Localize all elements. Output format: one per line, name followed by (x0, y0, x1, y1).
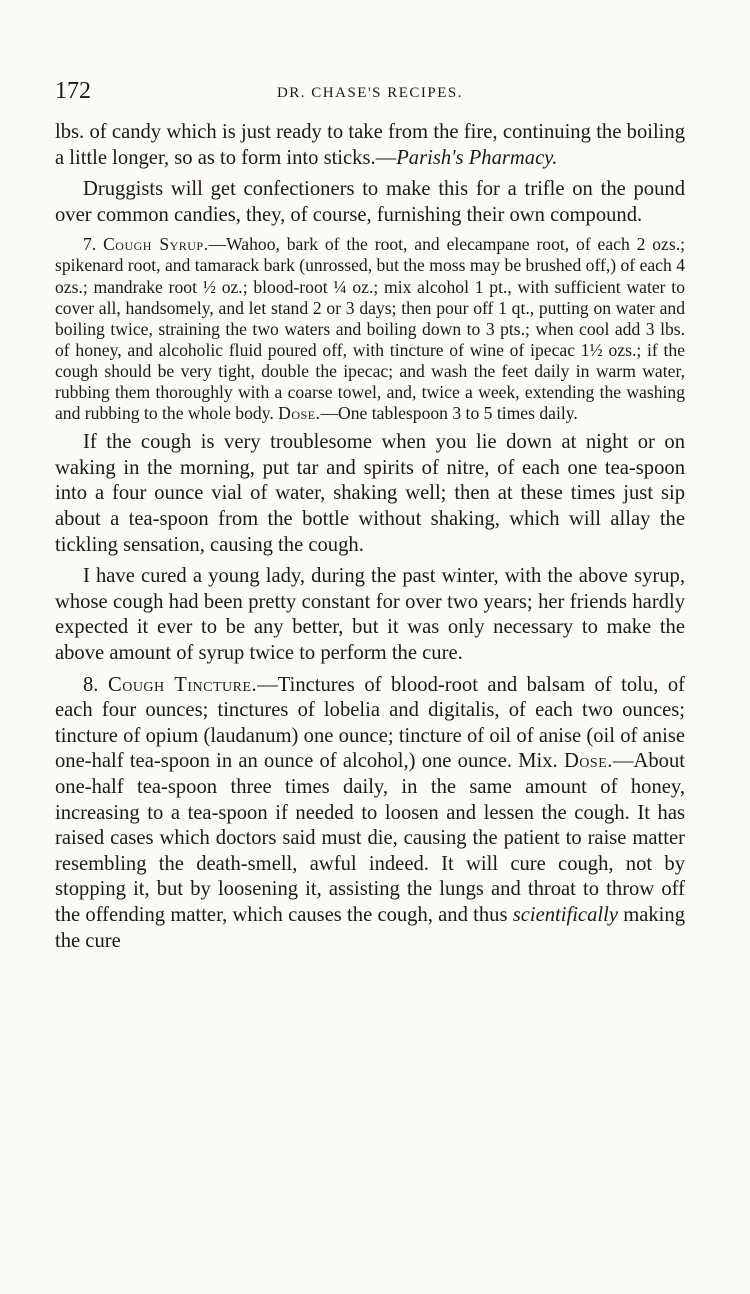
page-header (55, 70, 685, 110)
paragraph-druggists: Druggists will get confectioners to make this for a trifle on the pound over common candies, they, of course, furnishing their own compound. (55, 178, 685, 226)
book-page (55, 70, 685, 960)
paragraph-text: lbs. of candy which is just ready to take from the fire, continuing the boiling a little longer, so as to form into sticks.— (55, 121, 685, 169)
page-number: 172 (55, 78, 91, 104)
recipe-title: Cough Tincture. (107, 673, 258, 696)
paragraph-continuation (55, 120, 685, 171)
dose-label: Dose. (278, 403, 321, 424)
paragraph-young-lady: I have cured a young lady, during the past winter, with the above syrup, whose cough had been pretty constant for over two years; her friends hardly expected it ever to be any better, but it was only necessary to make the above amount of syrup twice to perform the cure. (55, 565, 685, 664)
dose-text: —One tablespoon 3 to 5 times daily. (320, 403, 578, 424)
recipe-body: —Wahoo, bark of the root, and elecampane root, of each 2 ozs.; spikenard root, and tamarack bark (unrossed, but the moss may be brushed off,) of each 4 ozs.; mandrake root ½ oz.; blood-root ¼ oz.; mix alcohol 1 pt., with sufficient water to cover all, handsomely, and let stand 2 or 3 days; then pour off 1 qt., putting on water and boiling twice, straining the two waters and boiling down to 3 pts.; when cool add 3 lbs. of honey, and alcoholic fluid poured off, with tincture of wine of ipecac 1½ ozs.; if the cough should be very tight, double the ipecac; and wash the feet daily in warm water, rubbing them thoroughly with a coarse towel, and, twice a week, extending the washing and rubbing to the whole body. (55, 234, 685, 424)
paragraph-troublesome-cough: If the cough is very troublesome when you lie down at night or on waking in the morning, put tar and spirits of nitre, of each one tea-spoon into a four ounce vial of water, shaking well; then at these times just sip about a tea-spoon from the bottle without shaking, which will allay the tickling sensation, causing the cough. (55, 431, 685, 556)
recipe-body-continued: —About one-half tea-spoon three times daily, in the same amount of honey, increasing to a tea-spoon if needed to loosen and lessen the cough. It has raised cases which doctors said must die, causing the patient to raise matter resembling the death-smell, awful indeed. It will cure cough, not by stopping it, but by loosening it, assisting the lungs and throat to throw off the offending matter, which causes the cough, and thus (55, 750, 685, 926)
dose-label: Dose. (563, 750, 613, 773)
emphasis-word: scientifically (512, 903, 618, 926)
recipe-number: 8. (83, 673, 99, 696)
page-text (55, 120, 685, 954)
recipe-number: 7. (83, 234, 97, 255)
recipe-cough-syrup (55, 234, 685, 424)
running-title: DR. CHASE'S RECIPES. (276, 85, 464, 101)
recipe-body: —Tinctures of blood-root and balsam of tolu, of each four ounces; tinctures of lobelia and digitalis, of each two ounces; tincture of opium (laudanum) one ounce; tincture of oil of anise (oil of anise one-half tea-spoon in an ounce of alcohol,) one ounce. Mix. (55, 673, 685, 773)
recipe-cough-tincture (55, 673, 685, 955)
recipe-title: Cough Syrup. (103, 234, 209, 255)
source-citation: Parish's Pharmacy. (396, 146, 558, 169)
recipe-tail: making the cure (55, 903, 685, 952)
